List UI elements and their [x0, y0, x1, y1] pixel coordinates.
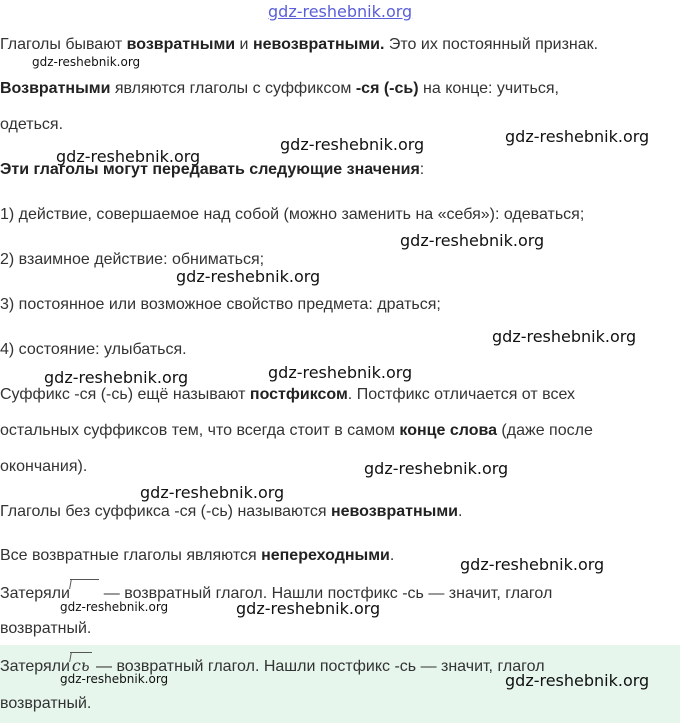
watermark: gdz-reshebnik.org — [505, 127, 650, 146]
paragraph-4 — [0, 385, 575, 405]
paragraph-2 — [0, 79, 559, 99]
text: Это их постоянный признак. — [384, 36, 599, 53]
example-text: — возвратный глагол. Нашли постфикс -сь — значит, глагол — [99, 585, 553, 602]
example-text: — возвратный глагол. Нашли постфикс -сь — значит, глагол — [91, 658, 545, 675]
watermark: gdz-reshebnik.org — [364, 459, 509, 478]
paragraph-4-line-3: окончания). — [0, 458, 88, 475]
text: на конце: учиться, — [418, 80, 559, 97]
watermark: gdz-reshebnik.org — [492, 327, 637, 346]
text: Все возвратные глаголы являются — [0, 547, 262, 564]
text: Глаголы бывают — [0, 36, 127, 53]
watermark: gdz-reshebnik.org — [32, 55, 141, 69]
bold-term: Эти глаголы могут передавать следующие значения — [0, 161, 420, 178]
bold-term: невозвратными. — [252, 36, 385, 53]
bold-term: непереходными — [261, 547, 390, 564]
text: остальных суффиксов тем, что всегда стоит в самом — [0, 422, 400, 439]
text: являются глаголы с суффиксом — [110, 80, 356, 97]
bold-term: -ся (-сь) — [355, 80, 419, 97]
text: Глаголы без суффикса -ся (-сь) называются — [0, 503, 331, 520]
example-stem: Затеряли — [0, 658, 70, 675]
text: (даже после — [496, 422, 593, 439]
list-item: 4) состояние: улыбаться. — [0, 341, 187, 358]
list-item: 1) действие, совершаемое над собой (можно заменить на «себя»): одеваться; — [0, 206, 585, 223]
bold-term: постфиксом — [249, 386, 348, 403]
postfix-tick-icon — [69, 579, 72, 589]
list-item: 3) постоянное или возможное свойство предмета: драться; — [0, 296, 441, 313]
watermark: gdz-reshebnik.org — [460, 555, 605, 574]
watermark: gdz-reshebnik.org — [140, 483, 285, 502]
postfix-arc-icon — [70, 579, 99, 584]
text: . Постфикс отличается от всех — [347, 386, 575, 403]
text: . — [389, 547, 395, 564]
paragraph-2-line-2: одеться. — [0, 116, 64, 133]
example-1-line-2: возвратный. — [0, 620, 92, 637]
list-item: 2) взаимное действие: обниматься; — [0, 251, 265, 268]
watermark: gdz-reshebnik.org — [60, 600, 169, 614]
postfix-text: сь — [71, 656, 90, 675]
text: Суффикс -ся (-сь) ещё называют — [0, 386, 250, 403]
watermark: gdz-reshebnik.org — [505, 671, 650, 690]
watermark: gdz-reshebnik.org — [400, 231, 545, 250]
example-2-line-2: возвратный. — [0, 695, 92, 712]
paragraph-4-line-2 — [0, 421, 593, 441]
watermark: gdz-reshebnik.org — [44, 368, 189, 387]
watermark: gdz-reshebnik.org — [236, 599, 381, 618]
bold-term: Возвратными — [0, 80, 111, 97]
watermark: gdz-reshebnik.org — [176, 267, 321, 286]
paragraph-5 — [0, 502, 462, 522]
text: . — [458, 503, 463, 520]
bold-term: невозвратными — [330, 503, 458, 520]
watermark: gdz-reshebnik.org — [56, 147, 201, 166]
watermark: gdz-reshebnik.org — [280, 135, 425, 154]
text: : — [419, 161, 425, 178]
bold-term: возвратными — [126, 36, 236, 53]
bold-term: конце слова — [399, 422, 497, 439]
paragraph-1 — [0, 35, 598, 55]
paragraph-6 — [0, 546, 394, 566]
watermark-top-link[interactable]: gdz-reshebnik.org — [268, 2, 413, 21]
example-stem: Затеряли — [0, 585, 70, 602]
watermark: gdz-reshebnik.org — [268, 363, 413, 382]
watermark: gdz-reshebnik.org — [60, 672, 169, 686]
text: и — [235, 36, 253, 53]
